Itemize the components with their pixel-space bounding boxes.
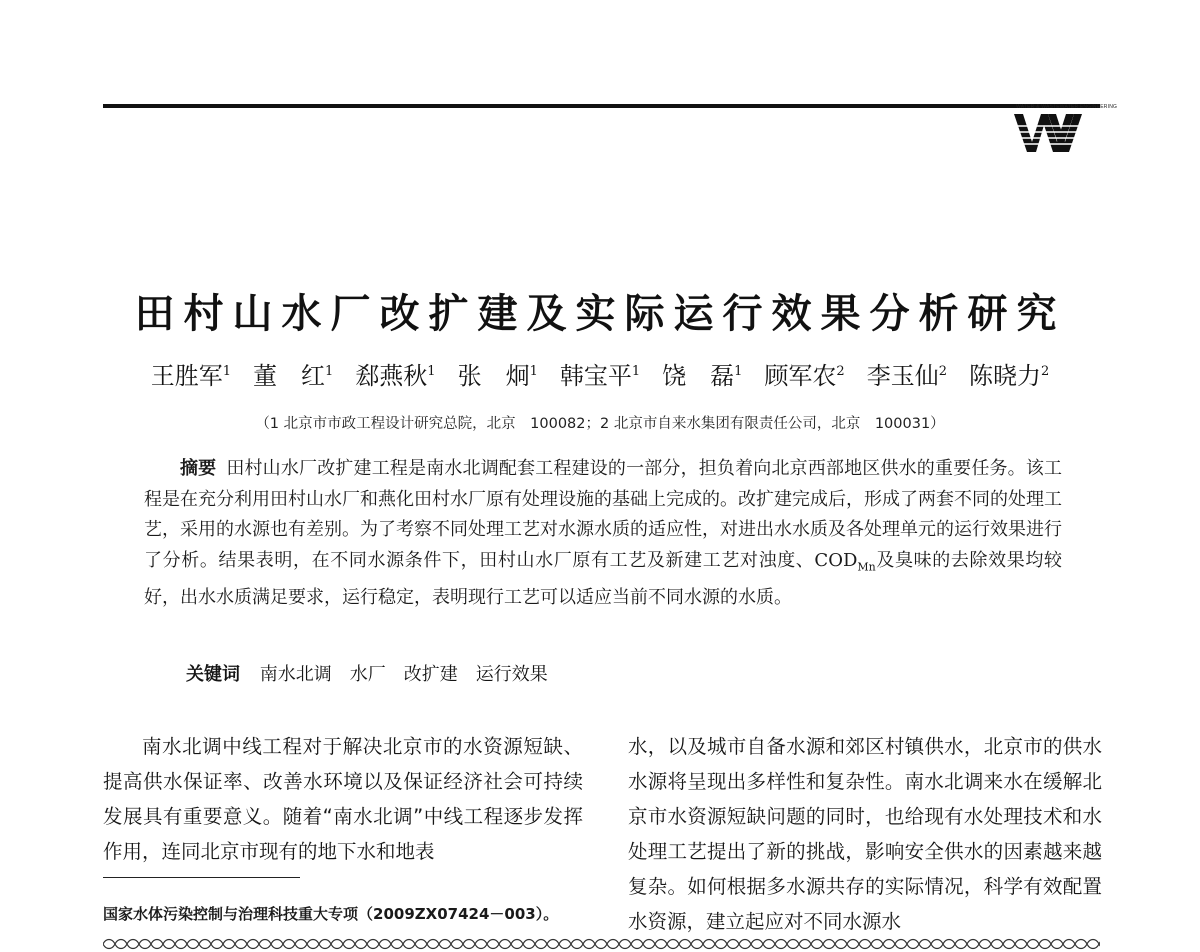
author-affiliation-mark: 2 [938,364,947,379]
keyword: 水厂 [349,664,386,685]
paper-title: 田村山水厂改扩建及实际运行效果分析研究 [134,290,1066,337]
abstract [144,454,1062,614]
abstract-subscript: Mn [857,560,876,574]
keywords [186,660,566,686]
author-affiliation-mark: 1 [529,364,538,379]
author-affiliation-mark: 1 [325,364,334,379]
author [151,362,231,390]
author-name: 李玉仙 [866,362,939,390]
author-list [0,356,1200,391]
author-name: 郄燕秋 [355,362,428,390]
keyword: 运行效果 [475,664,548,685]
author-affiliation-mark: 2 [836,364,845,379]
funding-footnote: 国家水体污染控制与治理科技重大专项（2009ZX07424－003）。 [103,905,559,923]
author-name: 王胜军 [150,362,223,390]
author [560,362,640,390]
affiliations: （1 北京市市政工程设计研究总院，北京 100082；2 北京市自来水集团有限责任公司，北京 100031） [255,416,945,432]
author-name: 董 红 [253,362,326,390]
decorative-border [103,936,1100,950]
keywords-label: 关键词 [186,664,240,685]
abstract-text-part1: 田村山水厂改扩建工程是南水北调配套工程建设的一部分，担负着向北京西部地区供水的重要任务。该工程是在充分利用田村山水厂和燕化田村水厂原有处理设施的基础上完成的。改扩建完成后，形成了两套不同的处理工艺，采用的水源也有差别。为了考察不同处理工艺对水源水质的适应性，对进出水水质及各处理单元的运行效果进行了分析。结果表明，在不同水源条件下，田村山水厂原有工艺及新建工艺对浊度、COD [144,458,1062,571]
author-affiliation-mark: 2 [1040,364,1050,379]
journal-logo-text: WATER & WASTEWATER ENGINEERING [1016,104,1118,110]
author [867,362,947,390]
footnote-rule [103,877,300,878]
abstract-text-part2: 及臭味的去除效果均较好，出水水质满足要求，运行稳定，表明现行工艺可以适应当前不同水源的水质。 [144,549,1062,608]
author [662,362,742,390]
keyword: 改扩建 [403,664,458,685]
keyword: 南水北调 [259,664,332,685]
author-affiliation-mark: 1 [734,364,743,379]
body-column-right: 水，以及城市自备水源和郊区村镇供水，北京市的供水水源将呈现出多样性和复杂性。南水北调来水在缓解北京市水资源短缺问题的同时，也给现有水处理技术和水处理工艺提出了新的挑战，影响安全供水的因素越来越复杂。如何根据多水源共存的实际情况，科学有效配置水资源，建立起应对不同水源水 [628,735,1102,933]
author-affiliation-mark: 1 [222,364,232,379]
author-affiliation-mark: 1 [427,364,436,379]
author [355,362,435,390]
author [764,362,844,390]
journal-logo [1012,104,1118,154]
abstract-label: 摘要 [180,458,217,479]
body-column-left: 南水北调中线工程对于解决北京市的水资源短缺、提高供水保证率、改善水环境以及保证经济社会可持续发展具有重要意义。随着“南水北调”中线工程逐步发挥作用，连同北京市现有的地下水和地表 [103,735,583,863]
author-name: 陈晓力 [968,362,1041,390]
author-name: 饶 磊 [662,362,735,390]
author-affiliation-mark: 1 [631,364,641,379]
author [253,362,333,390]
author [969,362,1049,390]
header-rule [103,104,1100,108]
author [458,362,538,390]
w-logo-icon [1014,114,1100,152]
author-name: 顾军农 [764,362,837,390]
author-name: 张 炯 [457,362,530,390]
author-name: 韩宝平 [559,362,632,390]
